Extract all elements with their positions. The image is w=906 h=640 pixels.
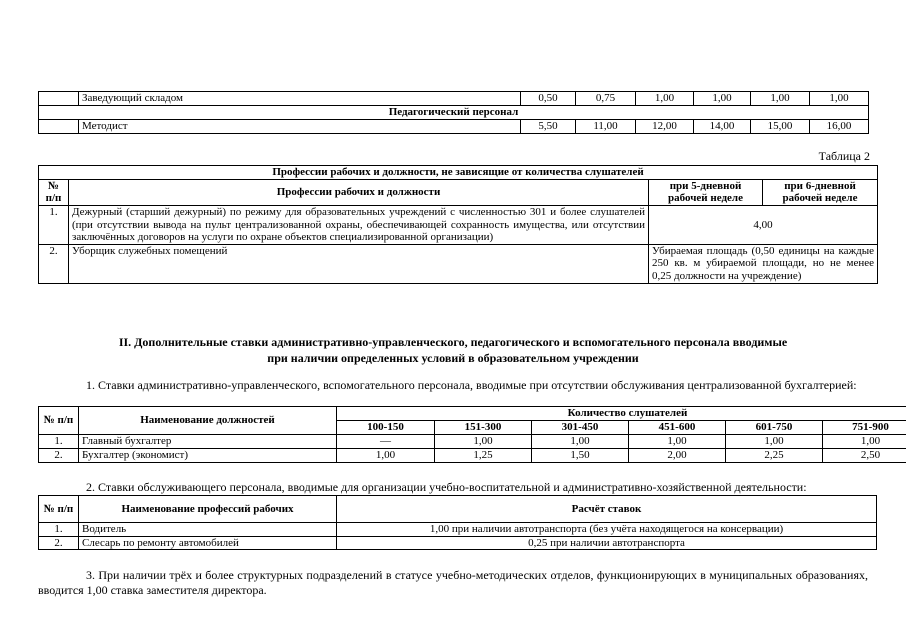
section-heading-line2: при наличии определенных условий в образовательном учреждении: [267, 351, 639, 365]
row-num: 2.: [39, 536, 79, 550]
rate-cell: 1,00: [694, 92, 751, 106]
profession-name: Уборщик служебных помещений: [69, 244, 649, 283]
rate-cell: 2,25: [726, 449, 823, 463]
col-header-name: Наименование профессий рабочих: [79, 496, 337, 523]
col-header-num: № п/п: [39, 179, 69, 205]
table-row: [39, 120, 869, 134]
professions-table: [38, 165, 878, 284]
position-name: Бухгалтер (экономист): [79, 449, 337, 463]
col-header-num: № п/п: [39, 496, 79, 523]
col-header-calc: Расчёт ставок: [337, 496, 877, 523]
rate-cell: —: [337, 435, 435, 449]
col-header-range: 751-900: [823, 421, 906, 435]
col-header-range: 601-750: [726, 421, 823, 435]
table-row: [39, 435, 906, 449]
rate-cell: 1,00: [532, 435, 629, 449]
rate-value: Убираемая площадь (0,50 единицы на каждые 250 кв. м убираемой площади, но не менее 0,25 должности на учреждение): [649, 244, 878, 283]
section-label: Педагогический персонал: [39, 106, 869, 120]
col-header-five-day: при 5-дневной рабочей неделе: [649, 179, 763, 205]
rate-value: 4,00: [649, 205, 878, 244]
rate-cell: 11,00: [576, 120, 636, 134]
rate-cell: 14,00: [694, 120, 751, 134]
service-staff-table: [38, 495, 877, 550]
rate-cell: 1,00: [726, 435, 823, 449]
rate-cell: 1,00: [629, 435, 726, 449]
table-title-row: [39, 166, 878, 180]
profession-name: Дежурный (старший дежурный) по режиму для образовательных учреждений с численностью 301 и более слушателей (при отсутствии вывода на пульт централизованной охраны, обеспечивающей сохранность имущества, или отсутствии заключённых договоров на услуги по охране объектов специализированной организации): [69, 205, 649, 244]
col-header-num: № п/п: [39, 407, 79, 435]
row-num: 1.: [39, 205, 69, 244]
table-row: [39, 205, 878, 244]
rate-calc: 0,25 при наличии автотранспорта: [337, 536, 877, 550]
table-row: [39, 92, 869, 106]
table-caption: Таблица 2: [818, 149, 870, 163]
section-heading-line1: II. Дополнительные ставки административно-управленческого, педагогического и вспомогательного персонала вводимые: [118, 335, 788, 349]
col-header-name: Наименование должностей: [79, 407, 337, 435]
section-row: [39, 106, 869, 120]
rate-cell: 0,75: [576, 92, 636, 106]
table-row: [39, 523, 877, 537]
col-header-name: Профессии рабочих и должности: [69, 179, 649, 205]
rate-cell: 1,00: [810, 92, 869, 106]
col-header-range: 151-300: [435, 421, 532, 435]
rate-cell: 2,50: [823, 449, 906, 463]
rate-cell: 1,50: [532, 449, 629, 463]
profession-name: Водитель: [79, 523, 337, 537]
rate-calc: 1,00 при наличии автотранспорта (без учёта находящегося на консервации): [337, 523, 877, 537]
position-name: Заведующий складом: [79, 92, 521, 106]
table-header-row: [39, 179, 878, 205]
table-row: [39, 244, 878, 283]
profession-name: Слесарь по ремонту автомобилей: [79, 536, 337, 550]
col-header-range: 100-150: [337, 421, 435, 435]
rate-cell: 5,50: [521, 120, 576, 134]
rate-cell: 1,25: [435, 449, 532, 463]
col-header-range: 451-600: [629, 421, 726, 435]
staff-norms-table-continuation: [38, 91, 869, 134]
table-row: [39, 449, 906, 463]
rate-cell: 12,00: [636, 120, 694, 134]
position-name: Методист: [79, 120, 521, 134]
rate-cell: 1,00: [435, 435, 532, 449]
row-num: 2.: [39, 244, 69, 283]
table-title: Профессии рабочих и должности, не зависящие от количества слушателей: [39, 166, 878, 180]
paragraph-1: 1. Ставки административно-управленческого, вспомогательного персонала, вводимые при отсутствии обслуживания централизованной бухгалтерией:: [86, 378, 857, 392]
rate-cell: 16,00: [810, 120, 869, 134]
col-header-count: Количество слушателей: [337, 407, 906, 421]
rate-cell: 2,00: [629, 449, 726, 463]
table-row: [39, 536, 877, 550]
col-header-range: 301-450: [532, 421, 629, 435]
rate-cell: 15,00: [751, 120, 810, 134]
rate-cell: 1,00: [636, 92, 694, 106]
rate-cell: 0,50: [521, 92, 576, 106]
row-num: 2.: [39, 449, 79, 463]
table-header-row: [39, 407, 906, 421]
section-heading: [38, 334, 868, 366]
row-num: 1.: [39, 435, 79, 449]
col-header-six-day: при 6-дневной рабочей неделе: [763, 179, 878, 205]
rate-cell: 1,00: [751, 92, 810, 106]
paragraph-2: 2. Ставки обслуживающего персонала, вводимые для организации учебно-воспитательной и административно-хозяйственной деятельности:: [86, 480, 807, 494]
paragraph-3: 3. При наличии трёх и более структурных подразделений в статусе учебно-методических отделов, функционирующих в муниципальных образованиях, вводится 1,00 ставка заместителя директора.: [38, 568, 868, 597]
table-header-row: [39, 496, 877, 523]
row-num: 1.: [39, 523, 79, 537]
position-name: Главный бухгалтер: [79, 435, 337, 449]
rate-cell: 1,00: [823, 435, 906, 449]
rate-cell: 1,00: [337, 449, 435, 463]
accounting-staff-table: [38, 406, 906, 463]
